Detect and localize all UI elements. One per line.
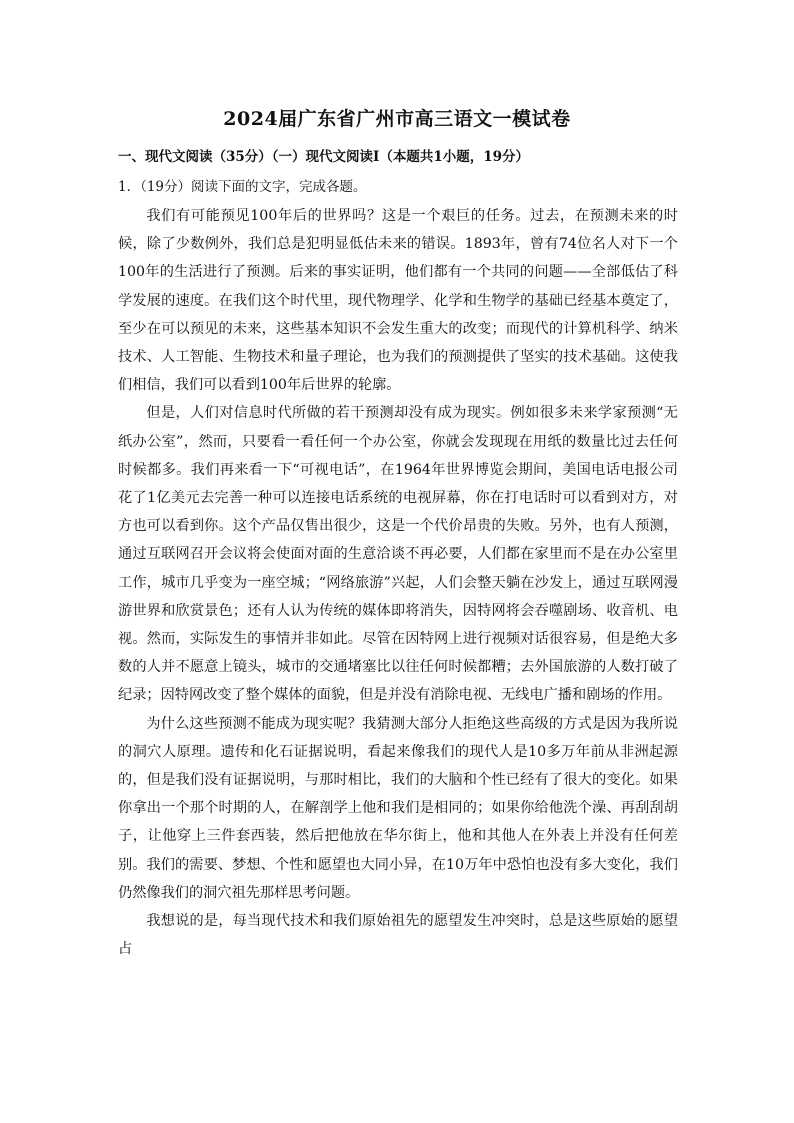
question-prompt: 1．（19分）阅读下面的文字，完成各题。 — [118, 179, 367, 195]
paragraph: 我想说的是，每当现代技术和我们原始祖先的愿望发生冲突时，总是这些原始的愿望占 — [118, 913, 678, 958]
paragraph: 我们有可能预见100年后的世界吗？这是一个艰巨的任务。过去，在预测未来的时候，除了少数例外，我们总是犯明显低估未来的错误。1893年，曾有74位名人对下一个100年的生活进行了预测。后来的事实证明，他们都有一个共同的问题——全部低估了科学发展的速度。在我们这个时代里，现代物理学、化学和生物学的基础已经基本奠定了，至少在可以预见的未来，这些基本知识不会发生重大的改变；而现代的计算机科学、纳米技术、人工智能、生物技术和量子理论，也为我们的预测提供了坚实的技术基础。这使我们相信，我们可以看到100年后世界的轮廓。 — [118, 208, 678, 394]
paragraph: 为什么这些预测不能成为现实呢？我猜测大部分人拒绝这些高级的方式是因为我所说的洞穴人原理。遗传和化石证据说明，看起来像我们的现代人是10多万年前从非洲起源的，但是我们没有证据说明，与那时相比，我们的大脑和个性已经有了很大的变化。如果你拿出一个那个时期的人，在解剖学上他和我们是相同的；如果你给他洗个澡、再刮刮胡子，让他穿上三件套西装，然后把他放在华尔街上，他和其他人在外表上并没有任何差别。我们的需要、梦想、个性和愿望也大同小异，在10万年中恐怕也没有多大变化，我们仍然像我们的洞穴祖先那样思考问题。 — [118, 715, 678, 901]
section-heading: 一、现代文阅读（35分）（一）现代文阅读Ⅰ（本题共1小题，19分） — [118, 149, 530, 165]
reading-passage — [118, 202, 678, 963]
paragraph: 但是，人们对信息时代所做的若干预测却没有成为现实。例如很多未来学家预测“无纸办公室”，然而，只要看一看任何一个办公室，你就会发现现在用纸的数量比过去任何时候都多。我们再来看一下“可视电话”，在1964年世界博览会期间，美国电话电报公司花了1亿美元去完善一种可以连接电话系统的电视屏幕，你在打电话时可以看到对方，对方也可以看到你。这个产品仅售出很少，这是一个代价昂贵的失败。另外，也有人预测，通过互联网召开会议将会使面对面的生意洽谈不再必要，人们都在家里而不是在办公室里工作，城市几乎变为一座空城；“网络旅游”兴起，人们会整天躺在沙发上，通过互联网漫游世界和欣赏景色；还有人认为传统的媒体即将消失，因特网将会吞噬剧场、收音机、电视。然而，实际发生的事情并非如此。尽管在因特网上进行视频对话很容易，但是绝大多数的人并不愿意上镜头，城市的交通堵塞比以往任何时候都糟；去外国旅游的人数打破了纪录；因特网改变了整个媒体的面貌，但是并没有消除电视、无线电广播和剧场的作用。 — [118, 405, 678, 704]
document-title: 2024届广东省广州市高三语文一模试卷 — [223, 108, 571, 130]
